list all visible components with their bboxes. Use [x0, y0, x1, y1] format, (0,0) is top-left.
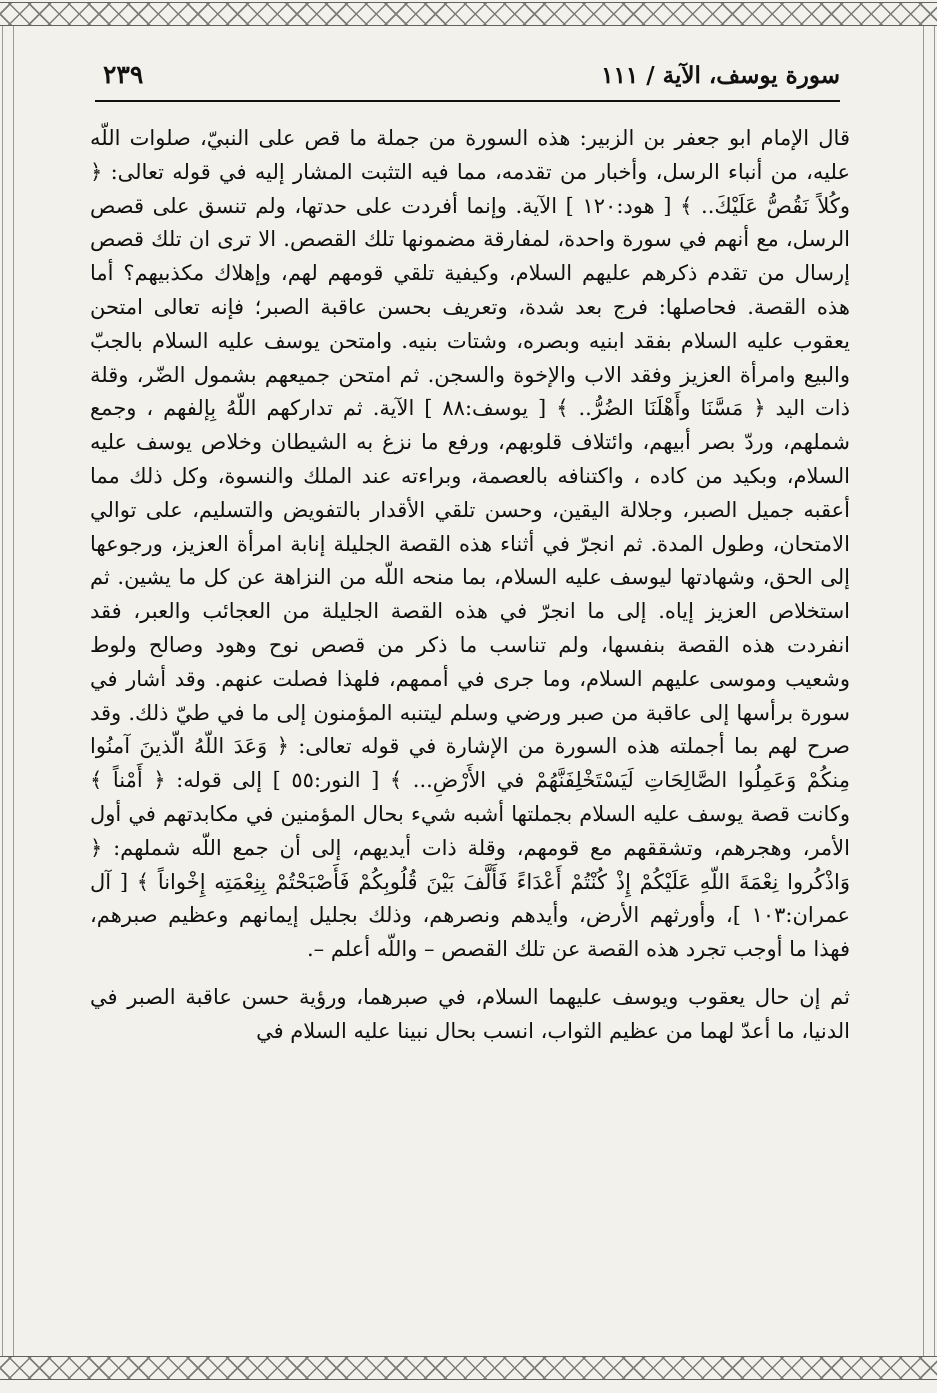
paragraph-2: ثم إن حال يعقوب ويوسف عليهما السلام، في صبرهما، ورؤية حسن عاقبة الصبر في الدنيا، ما أعدّ لهما من عظيم الثواب، انسب بحال نبينا عليه السلام في: [90, 984, 850, 1043]
page-header: [95, 54, 840, 102]
left-ornamental-border: [2, 26, 14, 1356]
bottom-ornamental-border: [0, 1356, 937, 1380]
body-text: [90, 122, 850, 1049]
running-title: سورة يوسف، الآية / ١١١: [601, 62, 840, 89]
right-ornamental-border: [923, 26, 935, 1356]
page-number: ٢٣٩: [103, 60, 144, 89]
top-ornamental-border: [0, 2, 937, 26]
paragraph-1: قال الإمام ابو جعفر بن الزبير: هذه السورة من جملة ما قص على النبيّ، صلوات اللّه عليه، من أنباء الرسل، وأخبار من تقدمه، مما فيه التثبت المشار إليه في قوله تعالى: ﴿ وكُلاً نَقُصُّ عَلَيْكَ.. ﴾ [ هود:١٢٠ ] الآية. وإنما أفردت على حدتها، ولم تنسق على قصص الرسل، مع أنهم في سورة واحدة، لمفارقة مضمونها تلك القصص. الا ترى ان تلك قصص إرسال من تقدم ذكرهم عليهم السلام، وكيفية تلقي قومهم لهم، وإهلاك مكذبيهم؟ أما هذه القصة. فحاصلها: فرج بعد شدة، وتعريف بحسن عاقبة الصبر؛ فإنه تعالى امتحن يعقوب عليه السلام بفقد ابنيه وبصره، وشتات بنيه. وامتحن يوسف عليه السلام بالجبّ والبيع وامرأة العزيز وفقد الاب والإخوة والسجن. ثم امتحن جميعهم بشمول الضّر، وقلة ذات اليد ﴿ مَسَّنَا وأَهْلَنَا الضُرُّ.. ﴾ [ يوسف:٨٨ ] الآية. ثم تداركهم اللّهُ بِإلفهم ، وجمع شملهم، وردّ بصر أبيهم، وائتلاف قلوبهم، ورفع ما نزغ به الشيطان وخلاص يوسف عليه السلام، وبكيد من كاده ، واكتنافه بالعصمة، وبراءته عند الملك والنسوة، وكل ذلك مما أعقبه جميل الصبر، وجلالة اليقين، وحسن تلقي الأقدار بالتفويض والتسليم، على توالي الامتحان، وطول المدة. ثم انجرّ في أثناء هذه القصة الجليلة إنابة امرأة العزيز، ورجوعها إلى الحق، وشهادتها ليوسف عليه السلام، بما منحه اللّه من النزاهة عن كل ما يشين. ثم استخلاص العزيز إياه. إلى ما انجرّ في هذه القصة الجليلة من العجائب والعبر، فقد انفردت هذه القصة بنفسها، ولم تناسب ما ذكر من قصص نوح وهود وصالح ولوط وشعيب وموسى عليهم السلام، وما جرى في أممهم، فلهذا فصلت عنهم. وقد أشار في سورة برأسها إلى عاقبة من صبر ورضي وسلم ليتنبه المؤمنون إلى ما في طيّ ذلك. وقد صرح لهم بما أجملته هذه السورة من الإشارة في قوله تعالى: ﴿ وَعَدَ اللّهُ الّذينَ آمنُوا مِنكُمْ وَعَمِلُوا الصَّالِحَاتِ لَيَسْتَخْلِفَنَّهُمْ في الأَرْضِ... ﴾ [ النور:٥٥ ] إلى قوله: ﴿ أَمْناً ﴾ وكانت قصة يوسف عليه السلام بجملتها أشبه شيء بحال المؤمنين في مكابدتهم في أول الأمر، وهجرهم، وتشققهم مع قومهم، وقلة ذات أيديهم، إلى أن جمع اللّه شملهم: ﴿ وَاذْكُروا نِعْمَةَ اللّهِ عَلَيْكُمْ إِذْ كُنْتُمْ أَعْدَاءً فَأَلَّفَ بَيْنَ قُلُوبِكُمْ فَأَصْبَحْتُمْ بِنِعْمَتِه إِخْواناً ﴾ [ آل عمران:١٠٣ ]، وأورثهم الأرض، وأيدهم ونصرهم، وذلك بجليل إيمانهم وعظيم صبرهم، فهذا ما أوجب تجرد هذه القصة عن تلك القصص – واللّه أعلم –.: [90, 126, 850, 962]
